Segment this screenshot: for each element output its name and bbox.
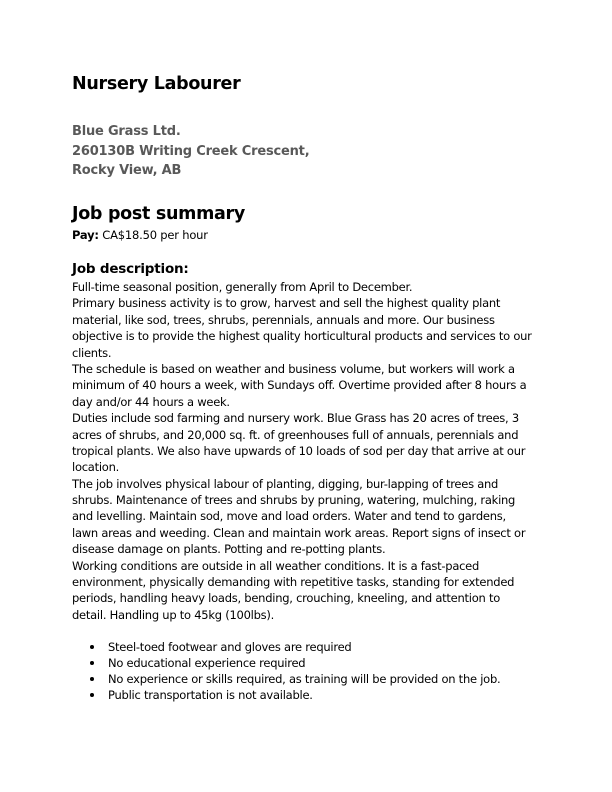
description-body	[72, 279, 552, 623]
description-line: detail. Handling up to 45kg (100lbs).	[72, 607, 275, 622]
description-line: and levelling. Maintain sod, move and load orders. Water and tend to gardens,	[72, 509, 506, 524]
description-line: Full-time seasonal position, generally from April to December.	[72, 280, 413, 294]
description-heading: Job description:	[72, 261, 189, 277]
company-address-line2: Rocky View, AB	[72, 163, 182, 178]
description-line: shrubs. Maintenance of trees and shrubs by pruning, watering, mulching, raking	[72, 493, 516, 508]
description-line: Working conditions are outside in all weather conditions. It is a fast-paced	[72, 558, 480, 573]
description-line: clients.	[72, 345, 112, 360]
description-line: tropical plants. We also have upwards of 10 loads of sod per day that arrive at our	[72, 443, 526, 458]
pay-label: Pay:	[72, 228, 99, 242]
company-address-line1: 260130B Writing Creek Crescent,	[72, 143, 310, 159]
requirement-item	[90, 639, 500, 655]
description-line: Primary business activity is to grow, harvest and sell the highest quality plant	[72, 296, 501, 311]
requirement-text: No experience or skills required, as training will be provided on the job.	[108, 672, 501, 686]
description-line: The schedule is based on weather and business volume, but workers will work a	[72, 361, 515, 376]
description-line: lawn areas and weeding. Clean and maintain work areas. Report signs of insect or	[72, 525, 526, 540]
company-name: Blue Grass Ltd.	[72, 124, 181, 139]
requirements-list	[90, 639, 500, 703]
requirement-item	[90, 671, 500, 687]
summary-heading: Job post summary	[72, 204, 245, 224]
requirement-text: Steel-toed footwear and gloves are required	[108, 640, 352, 654]
description-line: periods, handling heavy loads, bending, crouching, kneeling, and attention to	[72, 591, 501, 606]
description-line: The job involves physical labour of planting, digging, bur-lapping of trees and	[72, 476, 499, 491]
description-line: minimum of 40 hours a week, with Sundays off. Overtime provided after 8 hours a	[72, 378, 527, 393]
pay-line	[72, 228, 208, 242]
bullet-icon	[90, 693, 94, 697]
requirement-item	[90, 687, 500, 703]
pay-value: CA$18.50 per hour	[98, 228, 208, 242]
description-line: day and/or 44 hours a week.	[72, 394, 230, 409]
bullet-icon	[90, 677, 94, 681]
description-line: environment, physically demanding with repetitive tasks, standing for extended	[72, 575, 515, 590]
job-title: Nursery Labourer	[72, 74, 241, 94]
requirement-item	[90, 655, 500, 671]
bullet-icon	[90, 661, 94, 665]
description-line: location.	[72, 460, 120, 475]
description-line: acres of shrubs, and 20,000 sq. ft. of greenhouses full of annuals, perennials and	[72, 427, 519, 442]
description-line: objective is to provide the highest quality horticultural products and services to our	[72, 329, 532, 344]
requirement-text: Public transportation is not available.	[108, 688, 313, 702]
company-block	[72, 122, 309, 181]
description-line: Duties include sod farming and nursery work. Blue Grass has 20 acres of trees, 3	[72, 411, 519, 426]
description-line: material, like sod, trees, shrubs, perennials, annuals and more. Our business	[72, 312, 495, 327]
requirement-text: No educational experience required	[108, 656, 306, 670]
description-line: disease damage on plants. Potting and re-potting plants.	[72, 542, 386, 557]
bullet-icon	[90, 645, 94, 649]
